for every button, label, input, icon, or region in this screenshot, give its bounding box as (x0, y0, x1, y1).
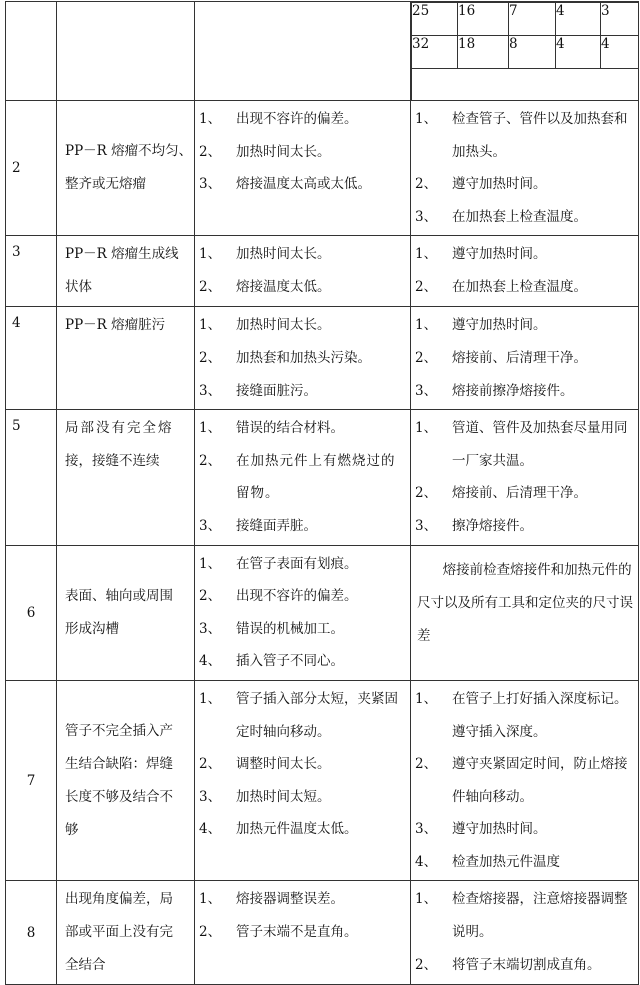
fix-paragraph: 熔接前检查熔接件和加热元件的尺寸以及所有工具和定位夹的尺寸误差 (411, 545, 639, 680)
item-number: 1、 (199, 555, 222, 572)
item-number: 3、 (199, 517, 222, 534)
item-number: 2、 (199, 756, 222, 773)
problem-line: 全结合 (65, 957, 106, 974)
table-row (6, 410, 639, 545)
list-item (199, 645, 408, 678)
problem-line: 生结合缺陷：焊缝 (65, 755, 173, 772)
item-number: 2、 (199, 349, 222, 366)
item-number: 3、 (199, 382, 222, 399)
item-number: 1、 (415, 317, 438, 334)
cell-num-empty (6, 2, 57, 101)
item-text: 遵守夹紧固定时间，防止熔接件轴向移动。 (452, 756, 628, 805)
list-item (415, 342, 636, 375)
fix-list (411, 101, 639, 236)
list-item (415, 201, 636, 234)
item-number: 4、 (199, 821, 222, 838)
item-text: 错误的机械加工。 (236, 620, 344, 637)
size-grid-cell-value: 4 (556, 36, 601, 69)
item-text: 错误的结合材料。 (236, 420, 344, 437)
list-item (415, 748, 636, 813)
item-number: 2、 (199, 924, 222, 941)
size-grid-cell-value: 3 (601, 3, 639, 36)
item-text: 熔接器调整误差。 (236, 891, 344, 908)
item-text: 遵守加热时间。 (452, 821, 547, 838)
size-grid-cell-value: 32 (412, 36, 458, 69)
list-item (415, 813, 636, 846)
list-item (199, 168, 408, 201)
problem-line: 出现角度偏差，局 (65, 891, 173, 908)
cause-list (195, 680, 411, 881)
item-number: 3、 (415, 821, 438, 838)
item-text: 加热时间太短。 (236, 788, 331, 805)
item-text: 熔接前擦净熔接件。 (452, 382, 574, 399)
row-number: 3 (6, 236, 57, 307)
item-number: 2、 (199, 452, 222, 469)
item-text: 检查熔接器，注意熔接器调整说明。 (452, 891, 628, 941)
size-grid-cell-value: 4 (556, 3, 601, 36)
table-row (6, 101, 639, 236)
item-text: 出现不容许的偏差。 (236, 588, 358, 605)
list-item (199, 238, 408, 271)
cause-list (195, 236, 411, 307)
table-row (6, 881, 639, 985)
item-text: 接缝面脏污。 (236, 382, 317, 399)
list-item (415, 271, 636, 304)
list-item (199, 580, 408, 613)
table-row (6, 545, 639, 680)
list-item (199, 613, 408, 646)
problem-cell (57, 680, 195, 881)
item-text: 管子插入部分太短，夹紧固定时轴向移动。 (236, 690, 398, 740)
item-text: 加热时间太长。 (236, 317, 331, 334)
item-number: 3、 (199, 788, 222, 805)
problem-line: 接，接缝不连续 (65, 453, 160, 470)
list-item (415, 168, 636, 201)
item-text: 加热时间太长。 (236, 246, 331, 263)
item-number: 2、 (415, 956, 438, 973)
item-text: 熔接前、后清理干净。 (452, 485, 587, 502)
item-text: 检查管子、管件以及加热套和加热头。 (452, 111, 628, 160)
item-number: 2、 (199, 143, 222, 160)
list-item (199, 748, 408, 781)
fix-list (411, 881, 639, 985)
defect-table (5, 1, 639, 985)
table-row (6, 680, 639, 881)
size-grid-cell-value: 4 (601, 36, 639, 69)
cause-list (195, 101, 411, 236)
item-text: 接缝面弄脏。 (236, 517, 317, 534)
cell-problem-empty (57, 2, 195, 101)
size-grid-cell-value: 7 (509, 3, 556, 36)
list-item (415, 477, 636, 510)
list-item (199, 271, 408, 304)
problem-line: 形成沟槽 (65, 620, 119, 637)
row-number: 8 (6, 881, 57, 985)
size-grid-cell-value: 18 (458, 36, 509, 69)
item-number: 2、 (415, 278, 438, 295)
fix-list (411, 236, 639, 307)
item-number: 1、 (199, 891, 222, 908)
item-text: 管道、管件及加热套尽量用同一厂家共温。 (452, 420, 628, 469)
item-text: 在管子表面有划痕。 (236, 555, 358, 572)
list-item (199, 781, 408, 814)
list-item (415, 412, 636, 477)
list-item (199, 375, 408, 408)
table-row (6, 2, 639, 101)
item-number: 2、 (415, 485, 438, 502)
problem-line: 整齐或无熔瘤 (65, 176, 146, 193)
cause-list (195, 545, 411, 680)
item-text: 熔接前、后清理干净。 (452, 349, 587, 366)
item-text: 调整时间太长。 (236, 756, 331, 773)
item-text: 加热时间太长。 (236, 143, 331, 160)
item-text: 管子末端不是直角。 (236, 924, 358, 941)
item-number: 3、 (415, 382, 438, 399)
list-item (415, 883, 636, 948)
item-number: 2、 (415, 176, 438, 193)
list-item (415, 375, 636, 408)
row-number: 7 (6, 680, 57, 881)
problem-line: 管子不完全插入产 (65, 722, 173, 739)
cause-list (195, 410, 411, 545)
problem-line: 长度不够及结合不 (65, 788, 173, 805)
row-number: 4 (6, 307, 57, 410)
problem-cell (57, 101, 195, 236)
item-text: 将管子末端切割成直角。 (452, 956, 601, 973)
item-number: 1、 (199, 420, 222, 437)
problem-line: PP－R 熔瘤生成线 (65, 246, 179, 263)
item-text: 熔接温度太高或太低。 (236, 176, 371, 193)
row-number: 6 (6, 545, 57, 680)
item-number: 3、 (415, 517, 438, 534)
item-number: 2、 (415, 756, 438, 773)
size-grid-cell (411, 2, 639, 101)
item-text: 遵守加热时间。 (452, 317, 547, 334)
item-text: 遵守加热时间。 (452, 176, 547, 193)
item-number: 4、 (415, 853, 438, 870)
list-item (199, 683, 408, 748)
list-item (199, 342, 408, 375)
row-number: 2 (6, 101, 57, 236)
list-item (415, 103, 636, 168)
item-text: 加热元件温度太低。 (236, 821, 358, 838)
item-number: 1、 (199, 246, 222, 263)
size-grid-row (412, 36, 639, 69)
problem-line: 表面、轴向或周围 (65, 587, 173, 604)
item-number: 3、 (415, 208, 438, 225)
list-item (199, 309, 408, 342)
list-item (199, 883, 408, 916)
table-row (6, 236, 639, 307)
problem-cell (57, 545, 195, 680)
item-number: 1、 (415, 246, 438, 263)
size-grid-cell-value: 16 (458, 3, 509, 36)
item-number: 1、 (415, 891, 438, 908)
list-item (199, 445, 408, 510)
list-item (199, 412, 408, 445)
list-item (199, 813, 408, 846)
cause-list (195, 307, 411, 410)
item-number: 2、 (415, 349, 438, 366)
problem-line: 够 (65, 821, 79, 838)
item-text: 熔接温度太低。 (236, 278, 331, 295)
list-item (415, 683, 636, 748)
size-grid-row (412, 3, 639, 36)
problem-cell (57, 881, 195, 985)
item-number: 2、 (199, 278, 222, 295)
cell-cause-empty (195, 2, 411, 101)
problem-line: 状体 (65, 279, 92, 296)
item-number: 1、 (199, 317, 222, 334)
item-text: 出现不容许的偏差。 (236, 111, 358, 127)
list-item (415, 309, 636, 342)
list-item (415, 510, 636, 543)
item-text: 在加热套上检查温度。 (452, 208, 587, 225)
item-text: 在加热元件上有燃烧过的留物。 (236, 452, 396, 502)
item-text: 检查加热元件温度 (452, 853, 560, 870)
item-text: 在加热套上检查温度。 (452, 278, 587, 295)
item-text: 加热套和加热头污染。 (236, 349, 371, 366)
fix-list (411, 680, 639, 881)
list-item (199, 548, 408, 581)
list-item (199, 510, 408, 543)
problem-cell (57, 236, 195, 307)
problem-cell (57, 307, 195, 410)
size-grid-cell-value: 8 (509, 36, 556, 69)
fix-list (411, 307, 639, 410)
cause-list (195, 881, 411, 985)
item-text: 遵守加热时间。 (452, 246, 547, 263)
item-number: 1、 (415, 111, 438, 127)
item-text: 擦净熔接件。 (452, 517, 533, 534)
problem-line: PP－R 熔瘤脏污 (65, 317, 166, 334)
size-grid (411, 2, 638, 100)
item-number: 1、 (415, 420, 438, 437)
item-text: 在管子上打好插入深度标记。遵守插入深度。 (452, 690, 628, 740)
list-item (415, 846, 636, 879)
size-grid-cell-value: 25 (412, 3, 458, 36)
problem-line: 局部没有完全熔 (65, 420, 174, 437)
item-number: 4、 (199, 653, 222, 670)
item-number: 1、 (199, 690, 222, 707)
item-number: 2、 (199, 588, 222, 605)
list-item (199, 103, 408, 136)
item-number: 3、 (199, 176, 222, 193)
problem-line: PP－R 熔瘤不均匀、 (65, 143, 193, 160)
problem-cell (57, 410, 195, 545)
item-text: 插入管子不同心。 (236, 653, 344, 670)
list-item (199, 136, 408, 169)
item-number: 1、 (415, 690, 438, 707)
item-number: 3、 (199, 620, 222, 637)
item-number: 1、 (199, 111, 222, 127)
table-row (6, 307, 639, 410)
problem-line: 部或平面上没有完 (65, 924, 173, 941)
list-item (415, 238, 636, 271)
fix-list (411, 410, 639, 545)
list-item (415, 949, 636, 982)
row-number: 5 (6, 410, 57, 545)
